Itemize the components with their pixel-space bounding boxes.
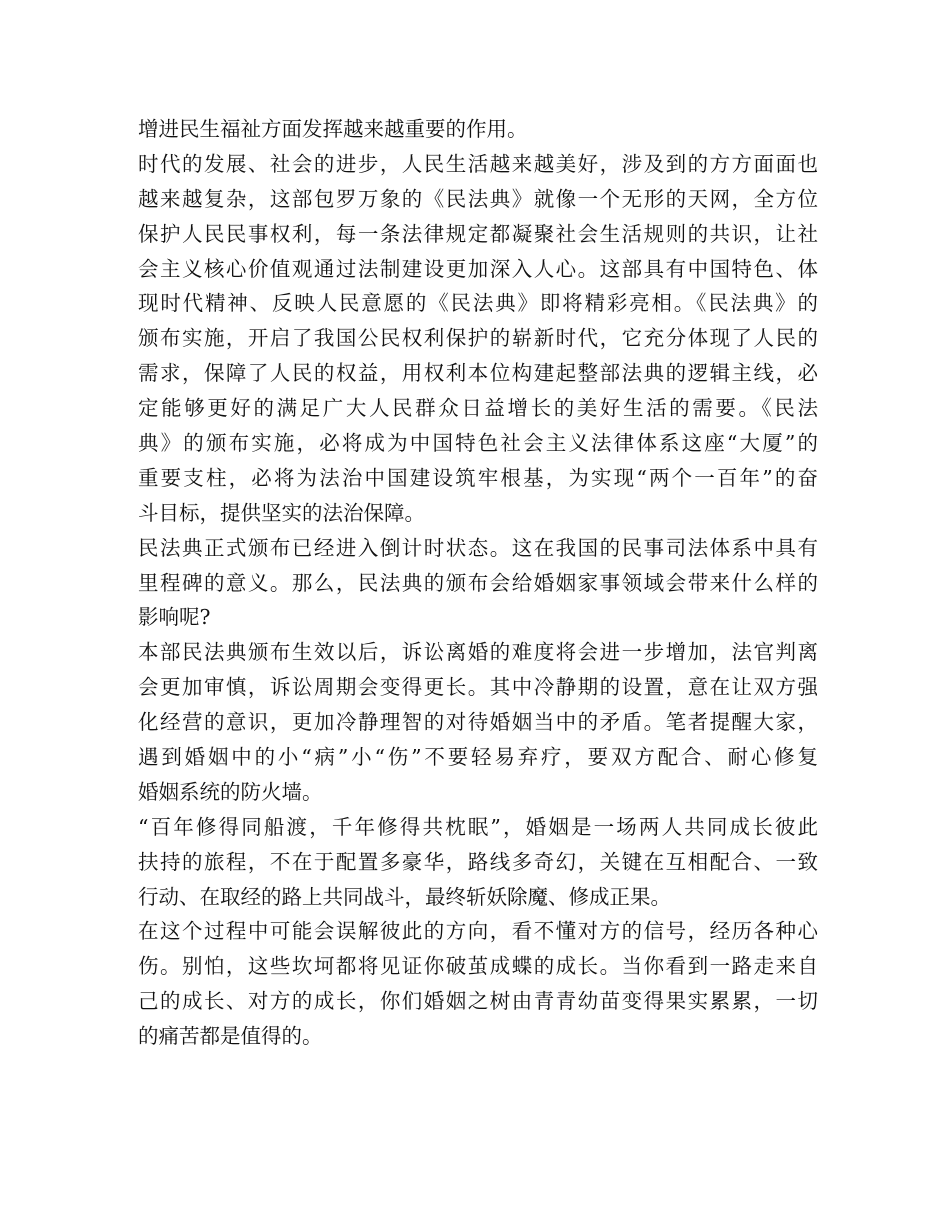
paragraph-line: 保护人民民事权利，每一条法律规定都凝聚社会生活规则的共识，让社 — [138, 221, 818, 246]
paragraph-line: 会更加审慎，诉讼周期会变得更长。其中冷静期的设置，意在让双方强 — [138, 675, 818, 700]
paragraph — [138, 635, 818, 809]
paragraph-line: 本部民法典颁布生效以后，诉讼离婚的难度将会进一步增加，法官判离 — [138, 640, 818, 665]
paragraph-line: 增进民生福祉方面发挥越来越重要的作用。 — [138, 117, 528, 141]
paragraph-line: 的痛苦都是值得的。 — [138, 1024, 323, 1049]
paragraph-line: 伤。别怕，这些坎坷都将见证你破茧成蝶的成长。当你看到一路走来自 — [138, 954, 818, 979]
paragraph-line: 典》的颁布实施，必将成为中国特色社会主义法律体系这座“大厦”的 — [138, 431, 818, 456]
paragraph-line: 斗目标，提供坚实的法治保障。 — [138, 500, 425, 525]
paragraph-line: 现时代精神、反映人民意愿的《民法典》即将精彩亮相。《民法典》的 — [138, 291, 818, 316]
paragraph — [138, 810, 818, 915]
paragraph-line: 己的成长、对方的成长，你们婚姻之树由青青幼苗变得果实累累，一切 — [138, 989, 818, 1014]
paragraph-line: 行动、在取经的路上共同战斗，最终斩妖除魔、修成正果。 — [138, 884, 671, 909]
paragraph — [138, 147, 818, 531]
paragraph-line: 遇到婚姻中的小“病”小“伤”不要轻易弃疗，要双方配合、耐心修复 — [138, 745, 818, 770]
paragraph-line: 重要支柱，必将为法治中国建设筑牢根基，为实现“两个一百年”的奋 — [138, 465, 818, 490]
paragraph-line: 会主义核心价值观通过法制建设更加深入人心。这部具有中国特色、体 — [138, 256, 818, 281]
paragraph-line: 在这个过程中可能会误解彼此的方向，看不懂对方的信号，经历各种心 — [138, 919, 818, 944]
paragraph-line: 里程碑的意义。那么，民法典的颁布会给婚姻家事领域会带来什么样的 — [138, 570, 818, 595]
paragraph-line: 民法典正式颁布已经进入倒计时状态。这在我国的民事司法体系中具有 — [138, 535, 818, 560]
paragraph-line: 婚姻系统的防火墙。 — [138, 779, 323, 804]
paragraph-line: 定能够更好的满足广大人民群众日益增长的美好生活的需要。《民法 — [138, 396, 818, 421]
document-body — [138, 112, 818, 1054]
paragraph — [138, 914, 818, 1054]
paragraph-line: 颁布实施，开启了我国公民权利保护的崭新时代，它充分体现了人民的 — [138, 326, 818, 351]
paragraph-line: 化经营的意识，更加冷静理智的对待婚姻当中的矛盾。笔者提醒大家， — [138, 710, 818, 735]
paragraph-line: 越来越复杂，这部包罗万象的《民法典》就像一个无形的天网，全方位 — [138, 186, 818, 211]
paragraph — [138, 531, 818, 636]
paragraph-line: 扶持的旅程，不在于配置多豪华，路线多奇幻，关键在互相配合、一致 — [138, 849, 818, 874]
paragraph-line: 时代的发展、社会的进步，人民生活越来越美好，涉及到的方方面面也 — [138, 151, 818, 176]
paragraph — [138, 112, 818, 147]
paragraph-line: 需求，保障了人民的权益，用权利本位构建起整部法典的逻辑主线，必 — [138, 361, 818, 386]
paragraph-line: 影响呢? — [138, 605, 211, 630]
paragraph-line: “百年修得同船渡，千年修得共枕眠”，婚姻是一场两人共同成长彼此 — [138, 814, 818, 839]
